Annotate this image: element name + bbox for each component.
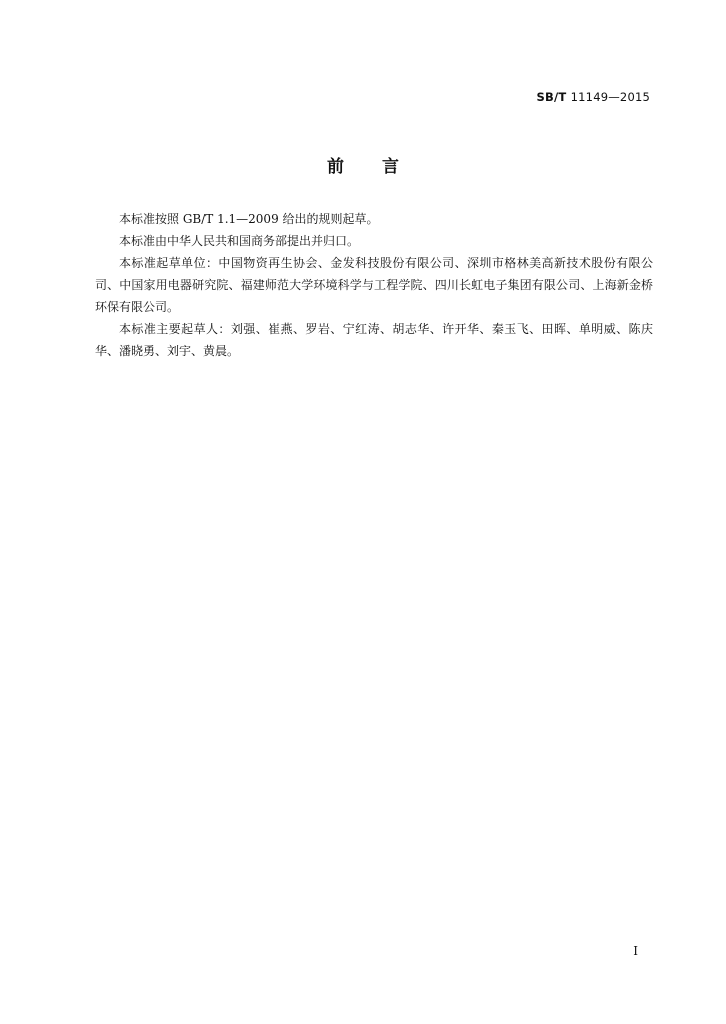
page-title: 前言 bbox=[327, 157, 437, 177]
paragraph-main-drafters: 本标准主要起草人：刘强、崔燕、罗岩、宁红涛、胡志华、许开华、秦玉飞、田晖、单明威、陈庆华、潘晓勇、刘宇、黄晨。 bbox=[95, 322, 653, 358]
paragraph-drafting-units: 本标准起草单位：中国物资再生协会、金发科技股份有限公司、深圳市格林美高新技术股份有限公司、中国家用电器研究院、福建师范大学环境科学与工程学院、四川长虹电子集团有限公司、上海新金桥环保有限公司。 bbox=[95, 256, 653, 314]
preface-body bbox=[95, 208, 653, 362]
standard-number: 11149—2015 bbox=[570, 90, 650, 104]
standard-prefix: SB/T bbox=[536, 90, 567, 104]
paragraph-drafting-rules: 本标准按照 GB/T 1.1—2009 给出的规则起草。 bbox=[119, 212, 379, 226]
standard-code bbox=[537, 90, 650, 104]
page-number: I bbox=[633, 944, 638, 958]
paragraph-proposer: 本标准由中华人民共和国商务部提出并归口。 bbox=[119, 234, 360, 248]
